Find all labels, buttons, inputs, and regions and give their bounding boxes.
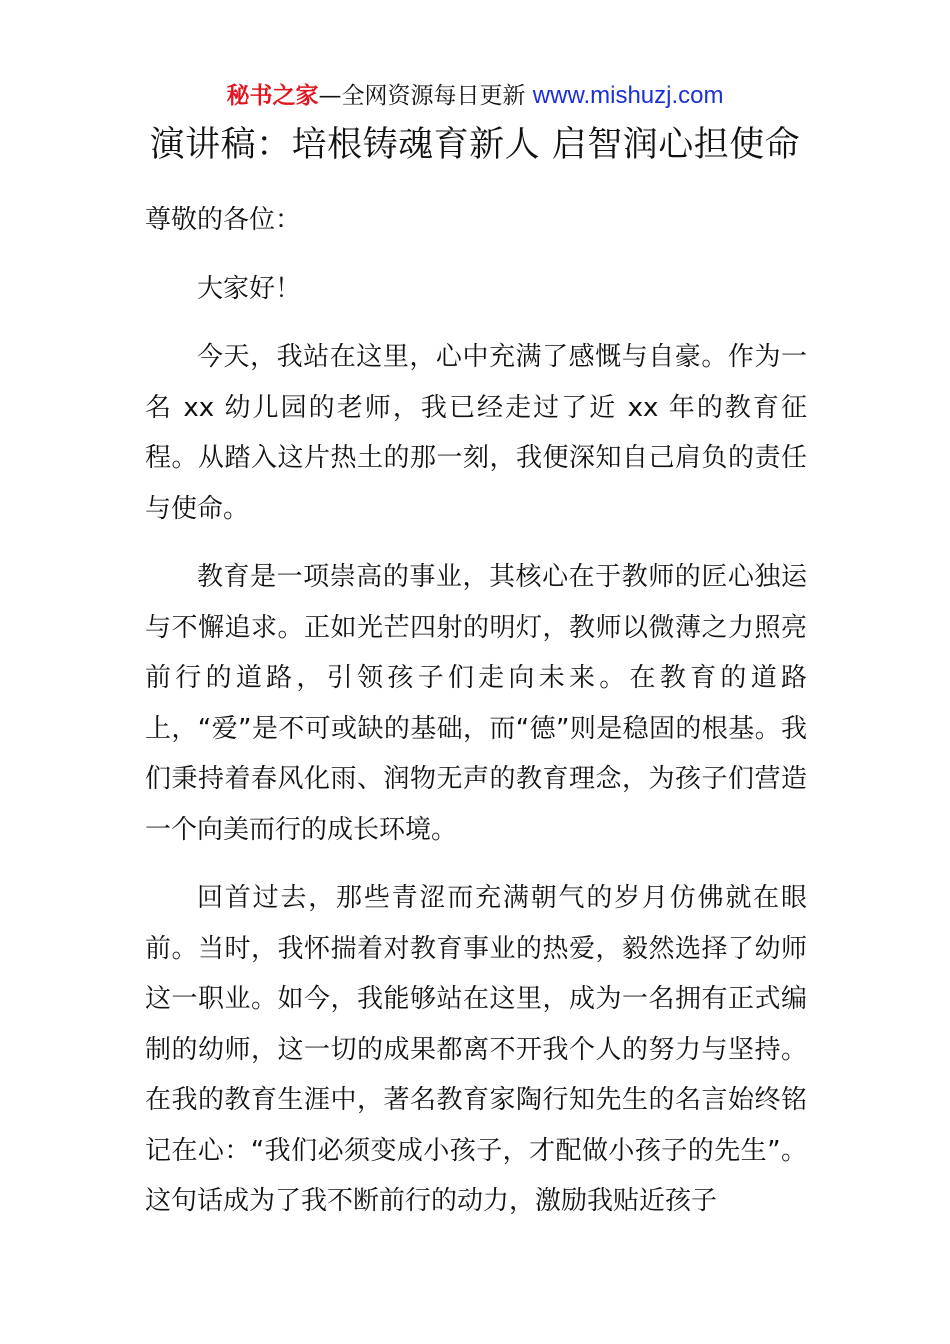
paragraph-1: 今天，我站在这里，心中充满了感慨与自豪。作为一名 xx 幼儿园的老师，我已经走过了近 xx 年的教育征程。从踏入这片热土的那一刻，我便深知自己肩负的责任与使命。	[145, 342, 807, 524]
document-title: 演讲稿：培根铸魂育新人 启智润心担使命	[149, 125, 801, 165]
paragraph-2: 教育是一项崇高的事业，其核心在于教师的匠心独运与不懈追求。正如光芒四射的明灯，教师以微薄之力照亮前行的道路，引领孩子们走向未来。在教育的道路上，“爱”是不可或缺的基础，而“德”则是稳固的根基。我们秉持着春风化雨、润物无声的教育理念，为孩子们营造一个向美而行的成长环境。	[145, 562, 807, 845]
salutation: 尊敬的各位：	[145, 205, 302, 235]
document-body	[145, 195, 807, 1245]
paragraph-greeting: 大家好！	[197, 273, 302, 304]
site-url-link[interactable]: www.mishuzj.com	[532, 82, 724, 109]
header-tagline: —全网资源每日更新	[318, 83, 533, 109]
site-header	[0, 80, 950, 112]
paragraph-3: 回首过去，那些青涩而充满朝气的岁月仿佛就在眼前。当时，我怀揣着对教育事业的热爱，毅然选择了幼师这一职业。如今，我能够站在这里，成为一名拥有正式编制的幼师，这一切的成果都离不开我个人的努力与坚持。在我的教育生涯中，著名教育家陶行知先生的名言始终铭记在心：“我们必须变成小孩子，才配做小孩子的先生”。这句话成为了我不断前行的动力，激励我贴近孩子	[145, 883, 807, 1216]
brand-name: 秘书之家	[226, 83, 319, 109]
